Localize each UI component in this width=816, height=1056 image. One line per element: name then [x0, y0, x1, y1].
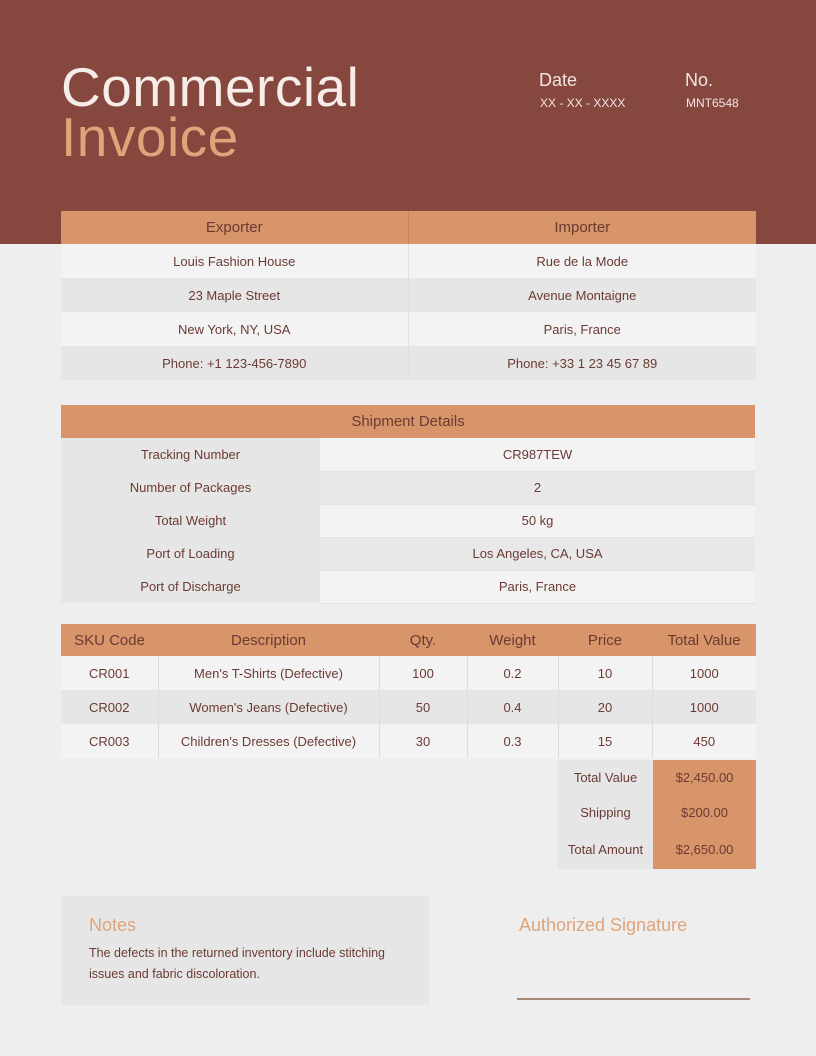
table-row	[61, 312, 756, 346]
exporter-name: Louis Fashion House	[61, 244, 408, 278]
cell-qty: 30	[379, 724, 467, 758]
importer-phone: Phone: +33 1 23 45 67 89	[408, 346, 756, 380]
parties-table	[61, 211, 756, 380]
cell-description: Women's Jeans (Defective)	[158, 690, 379, 724]
cell-price: 10	[558, 656, 652, 690]
col-weight: Weight	[467, 624, 558, 656]
date-value: XX - XX - XXXX	[540, 96, 626, 110]
cell-total: 1000	[652, 690, 756, 724]
col-qty: Qty.	[379, 624, 467, 656]
totals-row	[558, 829, 756, 869]
title-invoice: Invoice	[61, 106, 239, 168]
table-row	[61, 438, 755, 471]
discharge-port-label: Port of Discharge	[61, 570, 320, 603]
loading-port-label: Port of Loading	[61, 537, 320, 570]
packages-label: Number of Packages	[61, 471, 320, 504]
totals-table	[558, 760, 756, 869]
importer-name: Rue de la Mode	[408, 244, 756, 278]
exporter-city: New York, NY, USA	[61, 312, 408, 346]
cell-description: Children's Dresses (Defective)	[158, 724, 379, 758]
number-label: No.	[685, 70, 714, 90]
totals-row	[558, 795, 756, 829]
shipping-amount: $200.00	[653, 795, 756, 829]
notes-title: Notes	[89, 915, 137, 935]
title-commercial: Commercial	[61, 56, 360, 118]
col-description: Description	[158, 624, 379, 656]
cell-price: 20	[558, 690, 652, 724]
cell-weight: 0.3	[467, 724, 558, 758]
importer-street: Avenue Montaigne	[408, 278, 756, 312]
col-price: Price	[558, 624, 652, 656]
cell-total: 1000	[652, 656, 756, 690]
cell-description: Men's T-Shirts (Defective)	[158, 656, 379, 690]
exporter-header: Exporter	[61, 211, 408, 244]
exporter-street: 23 Maple Street	[61, 278, 408, 312]
table-row	[61, 724, 756, 758]
shipping-label: Shipping	[558, 795, 653, 829]
importer-city: Paris, France	[408, 312, 756, 346]
importer-header: Importer	[408, 211, 756, 244]
total-amount-value: $2,650.00	[653, 829, 756, 869]
cell-weight: 0.4	[467, 690, 558, 724]
items-table	[61, 624, 756, 758]
cell-price: 15	[558, 724, 652, 758]
cell-qty: 50	[379, 690, 467, 724]
cell-sku: CR001	[61, 656, 158, 690]
packages-value: 2	[320, 471, 755, 504]
cell-weight: 0.2	[467, 656, 558, 690]
table-row	[61, 278, 756, 312]
tracking-value: CR987TEW	[320, 438, 755, 471]
col-sku: SKU Code	[61, 624, 158, 656]
date-label: Date	[539, 70, 578, 90]
loading-port-value: Los Angeles, CA, USA	[320, 537, 755, 570]
table-row	[61, 537, 755, 570]
exporter-phone: Phone: +1 123-456-7890	[61, 346, 408, 380]
table-row	[61, 346, 756, 380]
total-amount-label: Total Amount	[558, 829, 653, 869]
signature-title: Authorized Signature	[519, 915, 688, 935]
signature-line	[517, 998, 750, 1000]
cell-qty: 100	[379, 656, 467, 690]
table-row	[61, 504, 755, 537]
discharge-port-value: Paris, France	[320, 570, 755, 603]
col-total-value: Total Value	[652, 624, 756, 656]
totals-row	[558, 760, 756, 795]
notes-text-line1: The defects in the returned inventory include stitching	[89, 946, 386, 960]
total-value-label: Total Value	[558, 760, 653, 795]
cell-total: 450	[652, 724, 756, 758]
cell-sku: CR002	[61, 690, 158, 724]
cell-sku: CR003	[61, 724, 158, 758]
weight-value: 50 kg	[320, 504, 755, 537]
table-row	[61, 471, 755, 504]
number-value: MNT6548	[686, 96, 739, 110]
shipment-table	[61, 405, 755, 604]
table-row	[61, 244, 756, 278]
table-row	[61, 690, 756, 724]
notes-box	[61, 896, 429, 1005]
notes-text-line2: issues and fabric discoloration.	[89, 967, 260, 981]
shipment-header: Shipment Details	[61, 405, 755, 438]
table-row	[61, 570, 755, 603]
weight-label: Total Weight	[61, 504, 320, 537]
tracking-label: Tracking Number	[61, 438, 320, 471]
total-value-amount: $2,450.00	[653, 760, 756, 795]
table-row	[61, 656, 756, 690]
